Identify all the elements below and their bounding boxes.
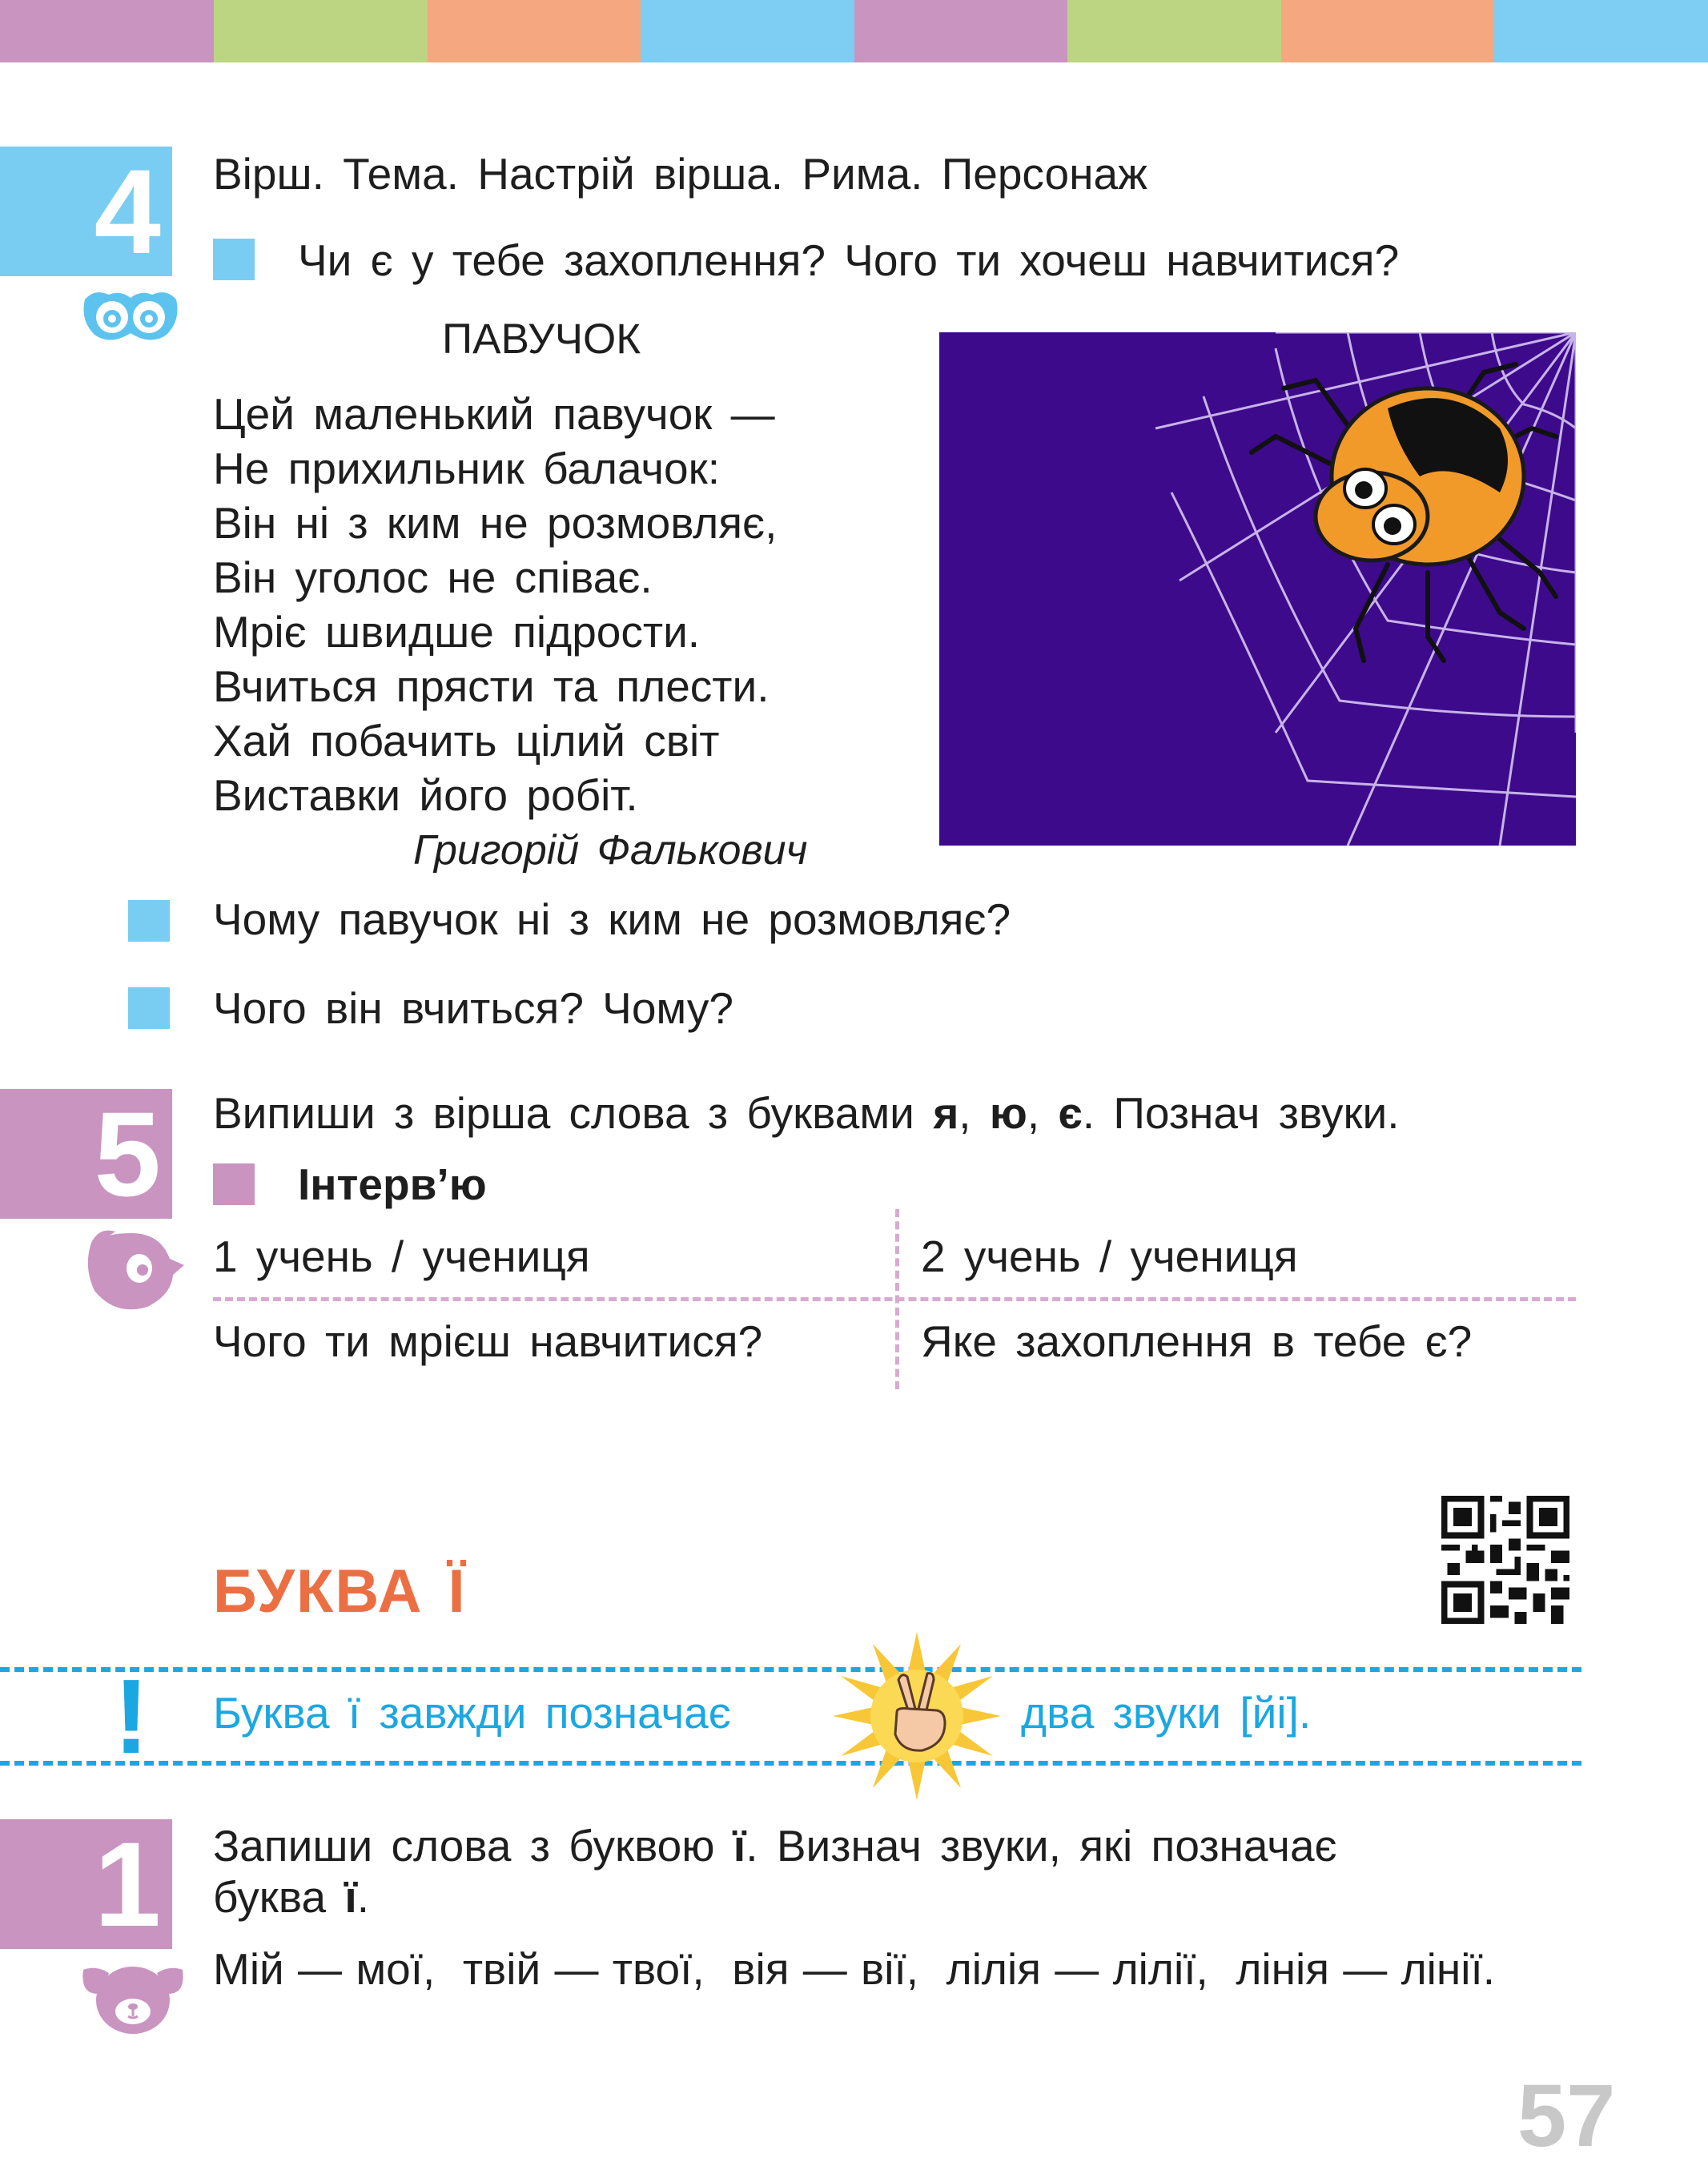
exercise-1-words: Мій — мої, твій — твої, вія — вії, лілія — лілії, лінія — лінії. [213,1944,1496,1994]
poem-text [213,387,777,822]
task-text: . Познач звуки. [1082,1088,1400,1138]
table-header: 2 учень / учениця [921,1232,1298,1281]
separator: , [958,1088,990,1138]
letter-ya: я [933,1088,959,1138]
task-text: буква [213,1872,345,1922]
poem-author: Григорій Фалькович [413,827,808,874]
letter-yi: ї [344,1872,357,1922]
rule-bottom-border [0,1761,1581,1766]
letter-yu: ю [989,1088,1027,1138]
exercise-number-label: 1 [94,1817,161,1951]
poem-line: Мріє швидше підрости. [213,607,701,657]
question-1: Чому павучок ні з ким не розмовляє? [213,894,1011,944]
victory-hand-icon [833,1632,1001,1804]
task-text: . [356,1872,370,1922]
interview-marker [213,1163,255,1205]
stripe [0,0,214,62]
rule-exclamation-mark: ! [114,1658,149,1775]
rule-text-part1: Буква ї завжди позначає [213,1688,731,1738]
stripe [214,0,428,62]
stripe [1494,0,1708,62]
rule-text-part2: два звуки [йі]. [1021,1688,1312,1738]
bird-icon [83,1227,184,1319]
exercise-1-task [213,1821,1337,1871]
poem-line: Вчиться прясти та плести. [213,661,770,711]
table-header: 1 учень / учениця [213,1232,590,1281]
poem-title: ПАВУЧОК [442,315,641,363]
poem-line: Не прихильник балачок: [213,444,720,493]
exercise-5-task [213,1088,1400,1138]
exercise-number-1 [0,1819,172,1949]
exercise-number-5 [0,1089,172,1219]
qr-code-icon [1441,1496,1569,1628]
question-marker [128,900,170,942]
exercise-number-label: 5 [94,1087,161,1221]
question-marker [213,239,255,280]
spider-illustration [939,332,1576,846]
task-text: Запиши слова з буквою [213,1821,733,1871]
letter-yi: ї [733,1821,746,1871]
task-text: . Визнач звуки, які позначає [745,1821,1337,1871]
letter-ye: є [1058,1088,1083,1138]
stripe [1281,0,1494,62]
rule-top-border [0,1667,1581,1672]
stripe [1067,0,1281,62]
exercise-number-label: 4 [94,144,161,279]
exercise-4-title: Вірш. Тема. Настрій вірша. Рима. Персонаж [213,149,1147,199]
exercise-4-question: Чи є у тебе захоплення? Чого ти хочеш навчитися? [298,235,1400,285]
poem-line: Він уголос не співає. [213,553,653,602]
section-title: БУКВА Ї [213,1557,467,1625]
stripe [641,0,854,62]
table-cell: Яке захоплення в тебе є? [921,1316,1473,1366]
task-text: Випиши з вірша слова з буквами [213,1088,934,1138]
stripe [428,0,641,62]
poem-line: Виставки його робіт. [213,770,638,820]
poem-line: Цей маленький павучок — [213,389,775,439]
owl-eyes-icon [78,288,183,348]
question-marker [128,987,170,1029]
interview-label: Інтерв’ю [298,1159,487,1209]
exercise-number-4 [0,144,172,279]
stripe [854,0,1067,62]
table-cell: Чого ти мрієш навчитися? [213,1316,763,1366]
dog-icon [80,1962,186,2039]
exercise-1-task-line2 [213,1872,370,1922]
poem-line: Хай побачить цілий світ [213,716,720,766]
table-column-divider [895,1209,899,1389]
question-2: Чого він вчиться? Чому? [213,983,733,1033]
separator: , [1027,1088,1059,1138]
table-divider [213,1297,1576,1301]
page-number: 57 [1517,2067,1616,2165]
poem-line: Він ні з ким не розмовляє, [213,498,778,548]
